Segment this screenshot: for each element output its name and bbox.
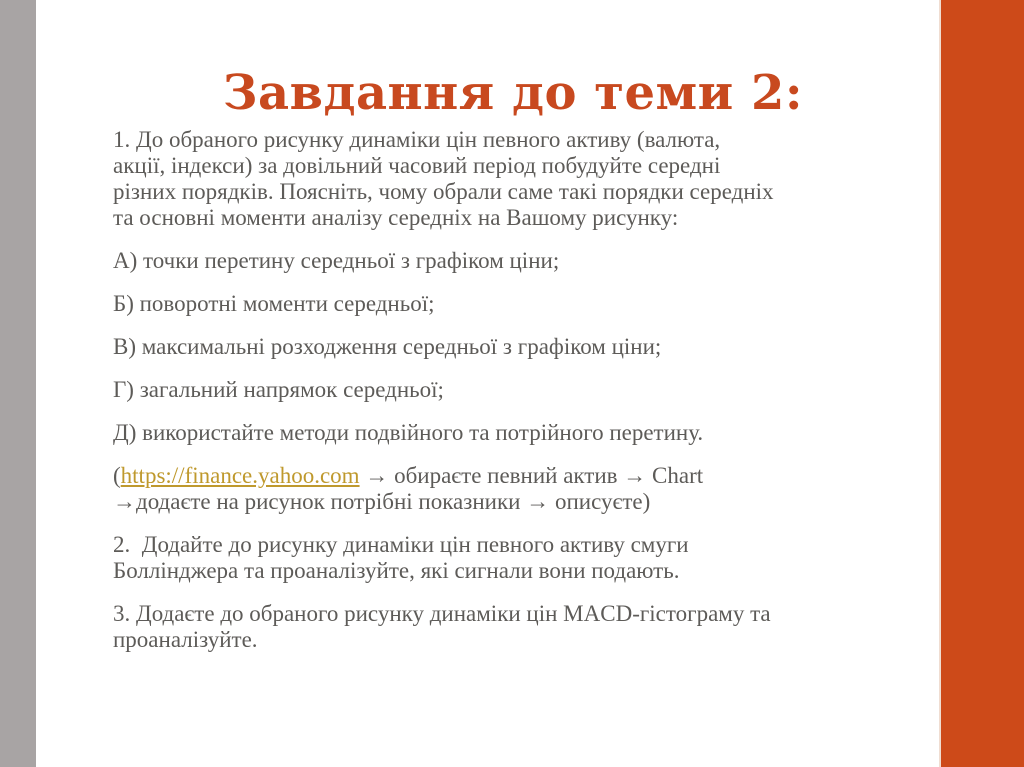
task-3-line: 3. Додаєте до обраного рисунку динаміки цін MACD-гістограму та	[113, 601, 771, 626]
slide-body	[113, 127, 923, 670]
slide-title: Завдання до теми 2:	[222, 65, 804, 122]
link-line-1	[113, 463, 923, 489]
list-item-a: А) точки перетину середньої з графіком ціни;	[113, 248, 560, 273]
link-line-1-rest: → обираєте певний актив → Chart	[359, 463, 704, 488]
task-2-paragraph	[113, 532, 923, 584]
task-3-paragraph	[113, 601, 923, 653]
link-line-2: →додаєте на рисунок потрібні показники → описуєте)	[113, 489, 651, 514]
task-2-line: Боллінджера та проаналізуйте, які сигнали вони подають.	[113, 558, 680, 583]
list-item-g: Г) загальний напрямок середньої;	[113, 377, 444, 402]
task-1-line: 1. До обраного рисунку динаміки цін певного активу (валюта,	[113, 127, 721, 152]
right-orange-accent-bar	[939, 0, 1024, 767]
yahoo-finance-link[interactable]: https://finance.yahoo.com	[120, 463, 360, 488]
left-gray-bar	[0, 0, 36, 767]
list-item-d: Д) використайте методи подвійного та потрійного перетину.	[113, 420, 704, 445]
task-3-line: проаналізуйте.	[113, 627, 258, 652]
link-paragraph	[113, 463, 923, 515]
task-1-line: акції, індекси) за довільний часовий період побудуйте середні	[113, 153, 721, 178]
list-item-v: В) максимальні розходження середньої з графіком ціни;	[113, 334, 662, 359]
task-1-line: та основні моменти аналізу середніх на Вашому рисунку:	[113, 205, 679, 230]
task-2-line: 2. Додайте до рисунку динаміки цін певного активу смуги	[113, 532, 689, 557]
task-1-line: різних порядків. Поясніть, чому обрали саме такі порядки середніх	[113, 179, 774, 204]
list-item-b: Б) поворотні моменти середньої;	[113, 291, 435, 316]
task-1-paragraph	[113, 127, 923, 231]
open-paren: (	[113, 463, 121, 488]
